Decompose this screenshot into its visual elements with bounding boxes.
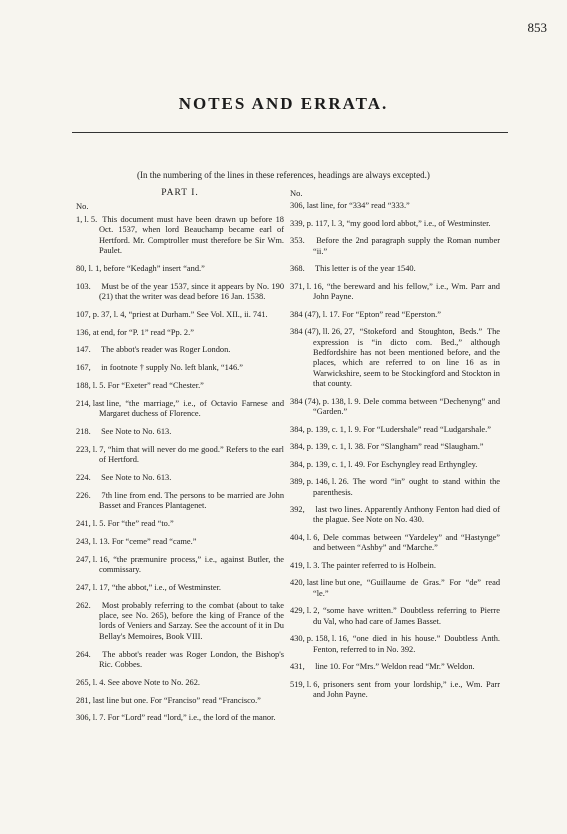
errata-entry [290, 282, 500, 303]
errata-entry [76, 381, 284, 391]
entry-number: 241, l. 5. [76, 519, 106, 529]
entry-text: See Note to No. 613. [101, 427, 172, 437]
left-column [76, 188, 284, 731]
entry-text: The word “in” ought to stand within the parenthesis. [313, 477, 500, 497]
entry-number: 136, at end, [76, 327, 116, 337]
entry-number: 264. [76, 649, 91, 659]
errata-entry [76, 328, 284, 338]
entry-number: 281, last line but one. [76, 695, 149, 705]
errata-entry [290, 327, 500, 389]
entry-text: prisoners sent from your lordship,” i.e., Wm. Parr and John Payne. [313, 679, 500, 699]
right-column [290, 188, 500, 708]
errata-entry [290, 662, 500, 672]
errata-entry [290, 201, 500, 211]
errata-entry [290, 505, 500, 526]
entry-text: The abbot's reader was Roger London. [100, 345, 231, 355]
entry-number: 371, l. 16, [290, 281, 324, 291]
entry-text: in footnote † supply No. left blank, “146.” [101, 363, 243, 373]
entry-text: The abbot's reader was Roger London, the Bishop's Ric. Cobbes. [99, 649, 284, 670]
entry-number: 430, p. 158, l. 16, [290, 634, 349, 644]
entry-number: 384, p. 139, c. 1, l. 38. [290, 442, 366, 452]
entry-number: 384, p. 139, c. 1, l. 49. [290, 459, 366, 469]
entry-number: 262. [76, 600, 91, 610]
entry-number: 218. [76, 427, 91, 437]
entry-number: 103. [76, 281, 91, 291]
errata-entry [290, 477, 500, 498]
errata-entry [76, 713, 284, 723]
entry-text: 7th line from end. The persons to be married are John Basset and Frances Plantagenet. [99, 490, 285, 511]
errata-entry [290, 680, 500, 701]
entry-text: line 10. For “Mrs.” Weldon read “Mr.” Weldon. [315, 662, 475, 672]
numbering-note: (In the numbering of the lines in these references, headings are always excepted.) [137, 170, 430, 180]
entry-text: “the abbot,” i.e., of Westminster. [111, 582, 222, 592]
errata-entry [290, 442, 500, 452]
entry-number: 339, p. 117, l. 3, [290, 218, 345, 228]
entry-number: 107, p. 37, l. 4, [76, 309, 127, 319]
entry-text: For “the” read “to.” [107, 519, 174, 529]
entry-text: For “Epton” read “Eperston.” [341, 309, 441, 319]
entry-text: Must be of the year 1537, since it appears by No. 190 (21) that the writer was dead before 16 Jan. 1538. [99, 281, 285, 302]
entry-text: Before the 2nd paragraph supply the Roman number “ii.” [313, 236, 501, 256]
entry-number: 429, l. 2, [290, 606, 320, 616]
errata-entry [76, 537, 284, 547]
entry-number: 224. [76, 473, 91, 483]
entry-number: 247, l. 16, [76, 554, 110, 564]
entry-text: “priest at Durham.” See Vol. XII., ii. 741. [128, 309, 268, 319]
errata-entry [290, 236, 500, 257]
title-rule [72, 132, 508, 133]
entry-number: 392, [290, 505, 305, 515]
errata-entry [290, 533, 500, 554]
errata-entry [76, 678, 284, 688]
entry-text: “Guillaume de Gras.” For “de” read “le.” [313, 578, 501, 598]
part-heading: PART I. [161, 188, 199, 198]
entry-text: “some have written.” Doubtless referring to Pierre du Val, who had care of James Basset. [313, 606, 501, 626]
entry-number: 384, p. 139, c. 1, l. 9. [290, 424, 361, 434]
right-entry-list [290, 201, 500, 700]
entry-text: “Stokeford and Stoughton, Beds.” The expression is “in dicto com. Bed.,” although Bedfordshire has not been mentioned before, and the places, which are referred to on line 16 as in Warwickshire, seem to be Stockingford and Stockton in that county. [313, 327, 500, 389]
entry-text: “the marriage,” i.e., of Octavio Farnese and Margaret duchess of Florence. [99, 398, 285, 419]
errata-entry [290, 219, 500, 229]
entry-text: For Eschyngley read Erthyngley. [367, 459, 478, 469]
entry-number: 247, l. 17, [76, 582, 110, 592]
errata-entry [76, 282, 284, 303]
errata-entry [290, 561, 500, 571]
errata-entry [76, 473, 284, 483]
errata-entry [76, 215, 284, 257]
entry-text: “the bereward and his fellow,” i.e., Wm. Parr and John Payne. [313, 281, 500, 302]
entry-number: 188, l. 5. [76, 381, 106, 391]
no-column-label: No. [76, 201, 89, 212]
entry-text: See Note to No. 613. [101, 473, 172, 483]
entry-text: Most probably referring to the combat (about to take place, see No. 265), before the king of France of the lords of Veniers and Sarzay. See the account of it in Du Bellay's Memoires, Book VIII. [99, 600, 284, 641]
entry-number: 420, last line but one, [290, 578, 363, 588]
entry-text: This letter is of the year 1540. [314, 264, 416, 274]
entry-number: 384 (74), p. 138, l. 9. [290, 396, 361, 406]
entry-number: 223, l. 7, [76, 444, 106, 454]
errata-entry [76, 696, 284, 706]
entry-text: last two lines. Apparently Anthony Fenton had died of the plague. See Note on No. 430. [313, 505, 500, 525]
entry-number: 306, last line, [290, 201, 336, 211]
errata-entry [76, 427, 284, 437]
entry-text: For “Slangham” read “Slaugham.” [367, 442, 484, 452]
entry-number: 147. [76, 345, 91, 355]
entry-text: For “Franciso” read “Francisco.” [150, 695, 261, 705]
entry-text: See above Note to No. 262. [107, 677, 200, 687]
errata-entry [76, 650, 284, 671]
errata-entry [76, 583, 284, 593]
entry-text: For “Exeter” read “Chester.” [107, 381, 204, 391]
entry-number: 368. [290, 264, 305, 274]
errata-entry [76, 264, 284, 274]
page-number: 853 [527, 20, 547, 35]
entry-text: Dele comma between “Dechenyng” and “Garden.” [313, 396, 501, 417]
entry-number: 389, p. 146, l. 26. [290, 477, 349, 487]
entry-text: “my good lord abbot,” i.e., of Westminster. [346, 218, 491, 228]
errata-entry [290, 264, 500, 274]
entry-text: before “Kedagh” insert “and.” [103, 263, 205, 273]
entry-number: 419, l. 3. [290, 560, 320, 570]
no-column-label-right: No. [290, 188, 303, 198]
entry-number: 384 (47), ll. 26, 27, [290, 327, 355, 337]
entry-text: For “ceme” read “came.” [111, 536, 197, 546]
entry-number: 226. [76, 490, 91, 500]
entry-number: 306, l. 7. [76, 713, 106, 723]
entry-number: 265, l. 4. [76, 677, 106, 687]
errata-entry [76, 363, 284, 373]
errata-entry [76, 555, 284, 576]
entry-text: for “P. 1” read “Pp. 2.” [117, 327, 194, 337]
page-title: NOTES AND ERRATA. [178, 94, 389, 113]
entry-number: 353. [290, 236, 305, 246]
entry-number: 384 (47), l. 17. [290, 309, 340, 319]
entry-text: For “Ludershale” read “Ludgarshale.” [363, 424, 491, 434]
errata-entry [290, 397, 500, 418]
errata-entry [76, 399, 284, 420]
errata-entry [290, 634, 500, 655]
entry-text: This document must have been drawn up before 18 Oct. 1537, when lord Beauchamp became earl of Hertford. Mr. Comptroller must therefore be Sir Wm. Paulet. [99, 214, 284, 256]
entry-number: 1, l. 5. [76, 214, 98, 224]
errata-entry [76, 345, 284, 355]
errata-entry [76, 310, 284, 320]
entry-number: 404, l. 6, [290, 532, 320, 542]
left-entry-list [76, 215, 284, 724]
entry-number: 431, [290, 662, 305, 672]
entry-text: Dele commas between “Yardeley” and “Hastynge” and between “Ashby” and “Marche.” [313, 532, 500, 553]
entry-text: The painter referred to is Holbein. [321, 560, 436, 570]
errata-entry [76, 519, 284, 529]
entry-number: 243, l. 13. [76, 536, 110, 546]
entry-text: “one died in his house.” Doubtless Anth. Fenton, referred to in No. 392. [313, 634, 501, 654]
entry-text: for “334” read “333.” [337, 201, 410, 211]
errata-entry [76, 491, 284, 512]
entry-text: For “Lord” read “lord,” i.e., the lord of the manor. [107, 713, 276, 723]
entry-text: “him that will never do me good.” Refers to the earl of Hertford. [99, 444, 284, 465]
errata-entry [76, 601, 284, 643]
errata-entry [290, 460, 500, 470]
entry-text: “the præmunire process,” i.e., against Butler, the commissary. [99, 554, 284, 575]
errata-entry [290, 578, 500, 599]
errata-entry [290, 606, 500, 627]
entry-number: 519, l. 6, [290, 679, 320, 689]
entry-number: 167, [76, 363, 91, 373]
errata-entry [76, 445, 284, 466]
errata-entry [290, 310, 500, 320]
errata-entry [290, 425, 500, 435]
entry-number: 80, l. 1, [76, 263, 102, 273]
entry-number: 214, last line, [76, 398, 122, 408]
